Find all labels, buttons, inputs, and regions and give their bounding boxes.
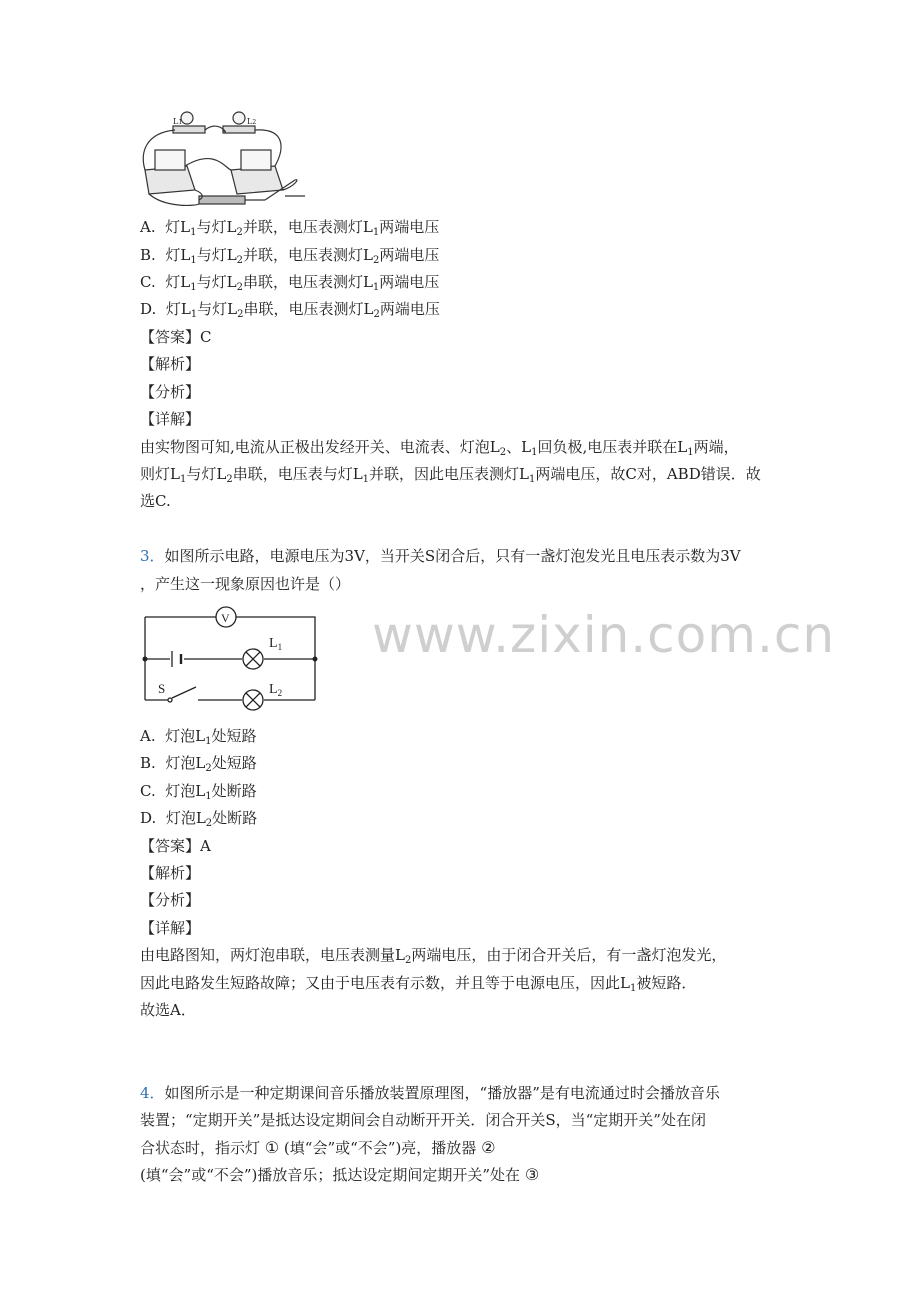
- figure-label-l1: L1: [173, 117, 183, 126]
- blank-2: ②: [481, 1138, 496, 1157]
- voltmeter-label: V: [221, 611, 230, 625]
- circuit-diagram: [140, 603, 325, 708]
- q3-option-b: B. 灯泡$L_2$处短路: [140, 754, 257, 774]
- watermark: www.zixin.com.cn: [372, 606, 836, 664]
- q4-stem-line-2: 装置；“定期开关”是抵达设定期间会自动断开开关．闭合开关S，当“定期开关”处在闭: [140, 1111, 706, 1129]
- figure-label-l2: L2: [247, 117, 257, 126]
- q2-detail-line-3: 选C.: [140, 492, 171, 510]
- q2-option-b: B. 灯$L_1$与灯$L_2$并联，电压表测灯$L_2$两端电压: [140, 246, 440, 266]
- q3-stem-line-2: ，产生这一现象原因也许是（）: [140, 575, 351, 593]
- q2-detail-line-1: 由实物图可知,电流从正极出发经开关、电流表、灯泡$L_2$、$L_1$回负极,电压表并联在$L_1$两端，: [140, 438, 739, 458]
- blank-1: ①: [264, 1138, 280, 1157]
- q4-stem-line-4: (填“会”或“不会”)播放音乐；抵达设定期间定期开关”处在 ③: [140, 1165, 540, 1184]
- q4-stem-line-1: 4．如图所示是一种定期课间音乐播放装置原理图，“播放器”是有电流通过时会播放音乐: [140, 1084, 720, 1102]
- q3-detail-line-1: 由电路图知，两灯泡串联，电压表测量$L_2$两端电压，由于闭合开关后，有一盏灯泡发光，: [140, 946, 727, 966]
- q3-stem-line-1: 3．如图所示电路，电源电压为3V，当开关S闭合后，只有一盏灯泡发光且电压表示数为3V: [140, 547, 741, 565]
- q2-answer: 【答案】C: [140, 328, 212, 346]
- q2-option-c: C. 灯$L_1$与灯$L_2$串联，电压表测灯$L_1$两端电压: [140, 273, 440, 293]
- q4-stem-line-3: 合状态时，指示灯 ① (填“会”或“不会”)亮，播放器 ②: [140, 1138, 496, 1157]
- q3-option-a: A. 灯泡$L_1$处短路: [140, 727, 257, 747]
- q3-detail-line-2: 因此电路发生短路故障；又由于电压表有示数，并且等于电源电压，因此$L_1$被短路．: [140, 974, 697, 994]
- q2-xiangjie-heading: 【详解】: [140, 410, 201, 428]
- q2-fenxi-heading: 【分析】: [140, 383, 201, 401]
- q4-number: 4．: [140, 1084, 165, 1102]
- q2-option-d: D. 灯$L_1$与灯$L_2$串联，电压表测灯$L_2$两端电压: [140, 300, 440, 320]
- q3-answer: 【答案】A: [140, 837, 211, 855]
- lamp-l2-label: $L_2$: [269, 682, 283, 698]
- q3-fenxi-heading: 【分析】: [140, 891, 201, 909]
- blank-3: ③: [524, 1165, 540, 1184]
- q2-option-a: A. 灯$L_1$与灯$L_2$并联，电压表测灯$L_1$两端电压: [140, 218, 440, 238]
- lamp-l1-label: $L_1$: [269, 636, 283, 652]
- q3-number: 3．: [140, 547, 165, 565]
- q3-option-c: C. 灯泡$L_1$处断路: [140, 782, 257, 802]
- q3-jiexi-heading: 【解析】: [140, 864, 201, 882]
- switch-label: S: [158, 681, 166, 696]
- q2-jiexi-heading: 【解析】: [140, 355, 201, 373]
- q2-detail-line-2: 则灯$L_1$与灯$L_2$串联，电压表与灯$L_1$并联，因此电压表测灯$L_1$两端电压，故C对，ABD错误．故: [140, 465, 761, 485]
- physical-circuit-figure: [135, 108, 315, 208]
- q3-xiangjie-heading: 【详解】: [140, 919, 201, 937]
- q3-detail-line-3: 故选A．: [140, 1001, 196, 1019]
- q3-option-d: D. 灯泡$L_2$处断路: [140, 809, 258, 829]
